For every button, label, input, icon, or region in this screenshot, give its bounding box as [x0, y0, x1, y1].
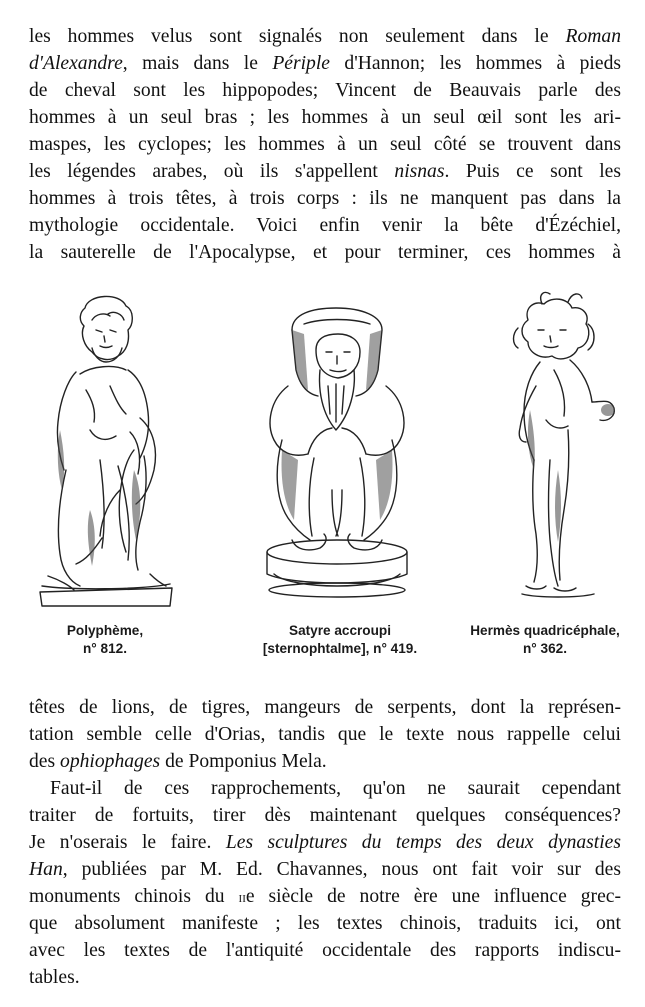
text-line [29, 240, 621, 266]
text-segment: Roman [565, 26, 621, 47]
text-line [29, 51, 621, 77]
text-segment: que absolument manifeste ; les textes chinois, traduits ici, ont [29, 913, 621, 934]
text-line [29, 965, 621, 991]
text-segment: maspes, les cyclopes; les hommes à un seul côté se trouvent dans [29, 134, 621, 155]
text-segment: les légendes arabes, où ils s'appellent [29, 161, 395, 182]
hermes-statue-image [498, 290, 628, 610]
text-segment: de cheval sont les hippopodes; Vincent de Beauvais parle des [29, 80, 621, 101]
text-line [29, 911, 621, 937]
caption-line: Satyre accroupi [289, 623, 391, 638]
text-segment: les hommes velus sont signalés non seulement dans le [29, 26, 566, 47]
text-line [29, 830, 621, 856]
text-line [29, 857, 621, 883]
text-line [29, 884, 621, 911]
text-segment: avec les textes de l'antiquité occidentale des rapports indiscu- [29, 940, 621, 961]
text-segment: e siècle de notre ère une influence grec- [245, 886, 622, 907]
text-line [29, 213, 621, 239]
text-segment: . Puis ce sont les [444, 161, 622, 182]
text-segment: tables. [29, 967, 80, 988]
text-line [29, 695, 621, 721]
text-segment: Périple [272, 53, 330, 74]
caption-line: Polyphème, [66, 623, 144, 638]
text-line [29, 186, 621, 212]
caption-line: n° 362. [523, 641, 567, 656]
text-line [29, 78, 621, 104]
text-line [29, 159, 621, 185]
text-segment: Han [29, 859, 63, 880]
satyre-statue-image [252, 290, 422, 600]
text-line [29, 749, 621, 775]
text-segment: tation semble celle d'Orias, tandis que le texte nous rappelle celui [29, 724, 621, 745]
text-line [29, 938, 621, 964]
figure-satyre [252, 290, 422, 600]
text-line [29, 722, 621, 748]
text-segment: de Pomponius Mela. [160, 751, 327, 772]
caption-hermes [450, 622, 640, 658]
text-line [50, 776, 621, 802]
text-segment: têtes de lions, de tigres, mangeurs de serpents, dont la représen- [29, 697, 621, 718]
polypheme-statue-image [30, 290, 180, 610]
caption-polypheme [20, 622, 190, 658]
text-segment: nisnas [394, 161, 445, 182]
text-line [29, 105, 621, 131]
caption-satyre [240, 622, 440, 658]
text-segment: , mais dans le [122, 53, 273, 74]
text-segment: Faut-il de ces rapprochements, qu'on ne saurait cependant [50, 778, 621, 799]
text-segment: traiter de fortuits, tirer dès maintenant quelques conséquences? [29, 805, 621, 826]
text-segment: Les sculptures du temps des deux dynasties [225, 832, 621, 853]
text-segment: Je n'oserais le faire. [29, 832, 226, 853]
text-segment: la sauterelle de l'Apocalypse, et pour terminer, ces hommes à [29, 242, 621, 263]
text-segment: hommes à un seul bras ; les hommes à un seul œil sont les ari- [29, 107, 621, 128]
text-segment: d'Alexandre [29, 53, 123, 74]
text-line [29, 803, 621, 829]
text-segment: hommes à trois têtes, à trois corps : ils ne manquent pas dans la [29, 188, 621, 209]
text-segment: , publiées par M. Ed. Chavannes, nous ont fait voir sur des [62, 859, 621, 880]
text-segment: d'Hannon; les hommes à pieds [330, 53, 621, 74]
text-segment: ophiophages [60, 751, 161, 772]
caption-line: [sternophtalme], n° 419. [262, 641, 418, 656]
text-line [29, 132, 621, 158]
text-segment: mythologie occidentale. Voici enfin venir la bête d'Ézéchiel, [29, 215, 621, 236]
text-segment: des [29, 751, 61, 772]
text-line [29, 24, 621, 50]
caption-line: Hermès quadricéphale, [470, 623, 620, 638]
figure-hermes [498, 290, 628, 610]
figure-polypheme [30, 290, 180, 610]
caption-line: n° 812. [83, 641, 127, 656]
text-segment: ii [238, 889, 246, 906]
text-segment: monuments chinois du [29, 886, 239, 907]
